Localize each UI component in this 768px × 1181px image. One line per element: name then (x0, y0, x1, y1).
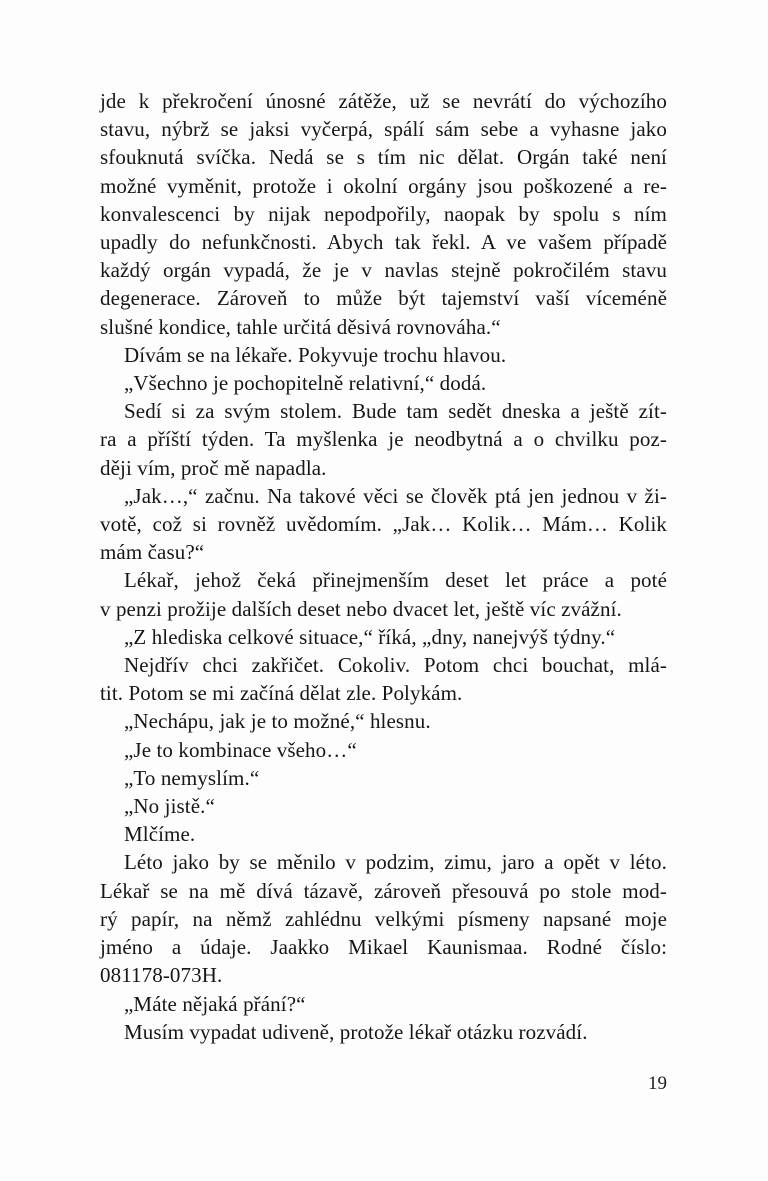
paragraph (100, 764, 667, 792)
paragraph (100, 341, 667, 369)
text-line: Mlčíme. (124, 822, 196, 847)
text-line: „Máte nějaká přání?“ (124, 991, 306, 1016)
text-line: v penzi prožije dalších deset nebo dvacet let, ještě víc zvážní. (100, 596, 622, 621)
paragraph (100, 651, 667, 707)
paragraph (100, 87, 667, 341)
text-line: „Jak…,“ začnu. Na takové věci se člověk ptá jen jednou v ži- (124, 483, 667, 508)
paragraph (100, 990, 667, 1018)
paragraph (100, 848, 667, 989)
paragraph (100, 566, 667, 622)
paragraph (100, 707, 667, 735)
text-line: možné vyměnit, protože i okolní orgány jsou poškozené a re- (100, 173, 667, 198)
page-text (100, 87, 667, 1046)
paragraph (100, 792, 667, 820)
text-line: degenerace. Zároveň to může být tajemství vaší víceméně (100, 286, 667, 311)
paragraph (100, 369, 667, 397)
paragraph (100, 623, 667, 651)
paragraph (100, 736, 667, 764)
text-line: ra a příští týden. Ta myšlenka je neodbytná a o chvilku poz- (100, 427, 667, 452)
paragraph (100, 397, 667, 482)
text-line: Musím vypadat udiveně, protože lékař otázku rozvádí. (124, 1019, 588, 1044)
text-line: „Všechno je pochopitelně relativní,“ dodá. (124, 371, 487, 396)
paragraph (100, 820, 667, 848)
text-line: tit. Potom se mi začíná dělat zle. Polykám. (100, 681, 463, 706)
text-line: „Z hlediska celkové situace,“ říká, „dny, nanejvýš týdny.“ (124, 624, 616, 649)
paragraph (100, 1018, 667, 1046)
text-line: upadly do nefunkčnosti. Abych tak řekl. A ve vašem případě (100, 230, 667, 255)
text-line: Dívám se na lékaře. Pokyvuje trochu hlavou. (124, 342, 507, 367)
text-line: „Je to kombinace všeho…“ (124, 737, 357, 762)
text-line: „No jistě.“ (124, 794, 215, 819)
text-line: Nejdřív chci zakřičet. Cokoliv. Potom chci bouchat, mlá- (124, 653, 667, 678)
text-line: mám času?“ (100, 540, 205, 565)
text-line: 081178-073H. (100, 963, 223, 988)
text-line: jméno a údaje. Jaakko Mikael Kaunismaa. Rodné číslo: (100, 935, 667, 960)
text-line: sfouknutá svíčka. Nedá se s tím nic dělat. Orgán také není (100, 145, 667, 170)
text-line: rý papír, na němž zahlédnu velkými písmeny napsané moje (100, 906, 667, 931)
text-line: „To nemyslím.“ (124, 765, 260, 790)
text-line: slušné kondice, tahle určitá děsivá rovnováha.“ (100, 314, 501, 339)
text-line: ději vím, proč mě napadla. (100, 455, 327, 480)
text-line: Léto jako by se měnilo v podzim, zimu, jaro a opět v léto. (124, 850, 667, 875)
text-line: Lékař, jehož čeká přinejmenším deset let práce a poté (124, 568, 667, 593)
text-line: „Nechápu, jak je to možné,“ hlesnu. (124, 709, 431, 734)
paragraph (100, 482, 667, 567)
text-line: každý orgán vypadá, že je v navlas stejně pokročilém stavu (100, 258, 667, 283)
text-line: jde k překročení únosné zátěže, už se nevrátí do výchozího (100, 89, 667, 113)
page-number: 19 (648, 1073, 667, 1094)
text-line: stavu, nýbrž se jaksi vyčerpá, spálí sám sebe a vyhasne jako (100, 117, 667, 142)
text-line: konvalescenci by nijak nepodpořily, naopak by spolu s ním (100, 201, 667, 226)
text-line: Lékař se na mě dívá tázavě, zároveň přesouvá po stole mod- (100, 878, 667, 903)
text-line: Sedí si za svým stolem. Bude tam sedět dneska a ještě zít- (124, 399, 667, 424)
text-line: votě, což si rovněž uvědomím. „Jak… Kolik… Mám… Kolik (100, 512, 667, 537)
